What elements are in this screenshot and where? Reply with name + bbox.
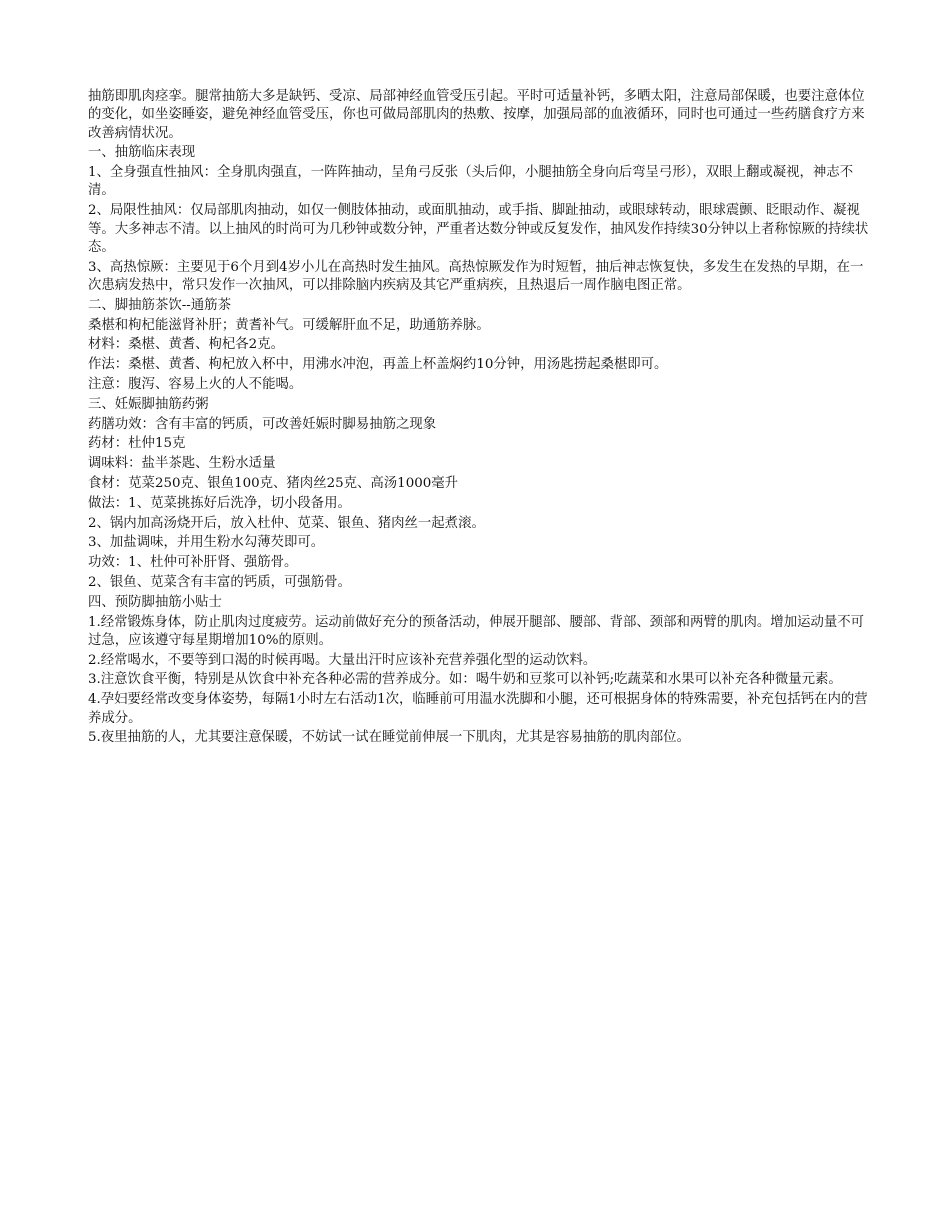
symptom-item-3: 3、高热惊厥：主要见于6个月到4岁小儿在高热时发生抽风。高热惊厥发作为时短暂，抽后神志恢复快，多发生在发热的早期，在一次患病发热中，常只发作一次抽风，可以排除脑内疾病及其它严重病疾，且热退后一周作脑电图正常。 [88,259,864,293]
porridge-step-2: 2、锅内加高汤烧开后，放入杜仲、苋菜、银鱼、猪肉丝一起煮滚。 [88,515,485,531]
porridge-ingredients: 食材：苋菜250克、银鱼100克、猪肉丝25克、高汤1000毫升 [88,475,459,491]
porridge-effect: 药膳功效：含有丰富的钙质，可改善妊娠时脚易抽筋之现象 [88,416,437,432]
section-heading-tea: 二、脚抽筋茶饮--通筋茶 [88,297,231,313]
document-body [88,88,870,749]
tip-item-2: 2.经常喝水，不要等到口渴的时候再喝。大量出汗时应该补充营养强化型的运动饮料。 [88,652,597,668]
section-heading-porridge: 三、妊娠脚抽筋药粥 [88,396,209,412]
tip-item-4: 4.孕妇要经常改变身体姿势，每隔1小时左右活动1次，临睡前可用温水洗脚和小腿，还可根据身体的特殊需要，补充包括钙在内的营养成分。 [88,692,868,726]
tea-caution: 注意：腹泻、容易上火的人不能喝。 [88,376,303,392]
tip-item-1: 1.经常锻炼身体，防止肌肉过度疲劳。运动前做好充分的预备活动，伸展开腿部、腰部、背部、颈部和两臂的肌肉。增加运动量不可过急，应该遵守每星期增加10%的原则。 [88,614,865,648]
symptom-item-1: 1、全身强直性抽风：全身肌肉强直，一阵阵抽动，呈角弓反张（头后仰，小腿抽筋全身向后弯呈弓形），双眼上翻或凝视，神志不清。 [88,165,854,199]
tip-item-3: 3.注意饮食平衡，特别是从饮食中补充各种必需的营养成分。如：喝牛奶和豆浆可以补钙;吃蔬菜和水果可以补充各种微量元素。 [88,672,842,688]
tea-method: 作法：桑椹、黄耆、枸杞放入杯中，用沸水冲泡，再盖上杯盖焖约10分钟，用汤匙捞起桑椹即可。 [88,357,668,373]
section-heading-symptoms: 一、抽筋临床表现 [88,145,196,161]
tea-materials: 材料：桑椹、黄耆、枸杞各2克。 [88,337,284,353]
porridge-step-1: 做法：1、苋菜挑拣好后洗净，切小段备用。 [88,495,351,511]
tip-item-5: 5.夜里抽筋的人，尤其要注意保暖，不妨试一试在睡觉前伸展一下肌肉，尤其是容易抽筋的肌肉部位。 [88,730,690,746]
section-heading-tips: 四、预防脚抽筋小贴士 [88,594,222,610]
intro-paragraph: 抽筋即肌肉痉挛。腿常抽筋大多是缺钙、受凉、局部神经血管受压引起。平时可适量补钙，多晒太阳，注意局部保暖，也要注意体位的变化，如坐姿睡姿，避免神经血管受压，你也可做局部肌肉的热敷、按摩，加强局部的血液循环，同时也可通过一些药膳食疗方来改善病情状况。 [88,89,865,141]
porridge-benefit-2: 2、银鱼、苋菜含有丰富的钙质，可强筋骨。 [88,574,351,590]
porridge-step-3: 3、加盐调味，并用生粉水勾薄芡即可。 [88,535,325,551]
symptom-item-2: 2、局限性抽风：仅局部肌肉抽动，如仅一侧肢体抽动，或面肌抽动，或手指、脚趾抽动，或眼球转动，眼球震颤、眨眼动作、凝视等。大多神志不清。以上抽风的时尚可为几秒钟或数分钟，严重者达数分钟或反复发作，抽风发作持续30分钟以上者称惊厥的持续状态。 [88,203,869,255]
porridge-herb: 药材：杜仲15克 [88,436,186,452]
tea-description: 桑椹和枸杞能滋肾补肝；黄耆补气。可缓解肝血不足，助通筋养脉。 [88,317,490,333]
porridge-benefit-1: 功效：1、杜仲可补肝肾、强筋骨。 [88,555,298,571]
porridge-seasoning: 调味料：盐半茶匙、生粉水适量 [88,456,276,472]
